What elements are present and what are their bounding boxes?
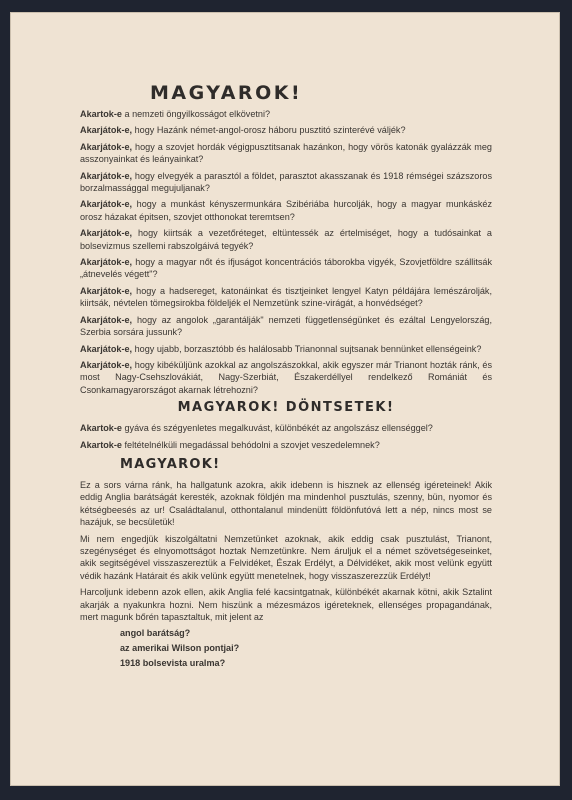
closing-line: 1918 bolsevista uralma? — [120, 657, 226, 668]
choices-list — [80, 422, 492, 451]
closing-list — [80, 627, 492, 669]
leaflet-page — [10, 12, 560, 786]
question-paragraph: Akartok-e a nemzeti öngyilkosságot elkövetni? — [80, 109, 271, 119]
closing-line: az amerikai Wilson pontjai? — [120, 643, 240, 653]
closing-line: angol barátság? — [120, 628, 191, 639]
body-paragraph: Harcoljunk idebenn azok ellen, akik Anglia felé kacsintgatnak, különbékét akarnak kötni, akik Sztalint akarják a nyakunkra hozni. Nem hiszünk a mézesmázos igéreteknek, ellenséges propagandának, mert magunk bőrén tapasztaltuk, mit jelent az — [80, 587, 492, 622]
body-paragraph: Mi nem engedjük kiszolgáltatni Nemzetünket azoknak, akik eddig csak pusztulást, Trianont, szegénységet és elnyomottságot hoztak Nemzetünkre. Nem áruljuk el a német szövetségeseinket, akik segitségével visszaszereztük a Felvidéket, Észak Erdélyt, a Délvidéket, akik most velünk együtt védik hazánk Határait és akik velünk együtt menetelnek, hogy visszaszerezzük Erdélyt! — [80, 533, 492, 581]
question-paragraph: Akarjátok-e, hogy a szovjet hordák végigpusztitsanak hazánkon, hogy vörös katonák gyalázzák meg asszonyainkat és leányainkat? — [80, 141, 492, 165]
question-paragraph: Akarjátok-e, hogy a munkást kényszermunkára Szibériába hurcolják, hogy a magyar munkáskéz orosz házakat épitsen, szovjet otthonokat teremtsen? — [80, 199, 492, 222]
choice-paragraph: Akartok-e feltételnélküli megadással behódolni a szovjet veszedelemnek? — [80, 439, 380, 450]
question-paragraph: Akarjátok-e, hogy elvegyék a parasztól a földet, parasztot akasszanak és 1918 rémségei százszoros borzalmassággal megujuljanak? — [80, 170, 492, 194]
section-subtitle: MAGYAROK! DÖNTSETEK! — [177, 400, 395, 416]
question-paragraph: Akarjátok-e, hogy ujabb, borzasztóbb és halálosabb Trianonnal sujtsanak bennünket ellenségeink? — [80, 343, 482, 354]
question-paragraph: Akarjátok-e, hogy az angolok „garantálják" nemzeti függetlenségünket és ezáltal Lengyelország, Szerbia sorsára jussunk? — [80, 314, 492, 338]
body-paragraph: Ez a sors várna ránk, ha hallgatunk azokra, akik idebenn is hisznek az ellenség igéreteinek! Akik eddig Anglia barátságát keresték, azoknak földjén ma mindenhol pusztulás, szenny, bün, nyomor és kétségbeesés az ur! Családtalanul, otthontalanul mindenütt földönfutóvá lett a nép, nincs most se hazájuk, se becsületük! — [80, 479, 492, 528]
leaflet-content — [80, 82, 492, 669]
question-paragraph: Akarjátok-e, hogy a magyar nőt és ifjuságot koncentrációs táborokba vigyék, Szovjetföldre szállitsák „átnevelés végett"? — [80, 257, 492, 280]
question-paragraph: Akarjátok-e, hogy Hazánk német-angol-orosz háboru pusztitó szinterévé váljék? — [80, 125, 406, 136]
question-paragraph: Akarjátok-e, hogy kiirtsák a vezetőréteget, eltüntessék az értelmiséget, hogy a tudósainkat a bolsevizmus szellemi rabszolgáivá tegyék? — [80, 228, 492, 251]
questions-list — [80, 108, 492, 396]
page-title: MAGYAROK! — [150, 82, 303, 104]
choice-paragraph: Akartok-e gyáva és szégyenletes megalkuvást, különbékét az angolszász ellenséggel? — [80, 423, 433, 434]
question-paragraph: Akarjátok-e, hogy a hadsereget, katonáinkat és tisztjeinket lengyel Katyn példájára lemészárolják, kiirtsák, névtelen tömegsirokba földeljék el Nemzetünk szine-virágát, a honvédséget? — [80, 285, 492, 309]
question-paragraph: Akarjátok-e, hogy kibéküljünk azokkal az angolszászokkal, akik egyszer már Trianont hozták ránk, és most Nagy-Csehszlovákiát, Nagy-Szerbiát, Északerdéllyel rendelkező Romániát és Csonkamagyarországot akarnak létrehozni? — [80, 359, 492, 395]
section-title: MAGYAROK! — [120, 456, 221, 472]
